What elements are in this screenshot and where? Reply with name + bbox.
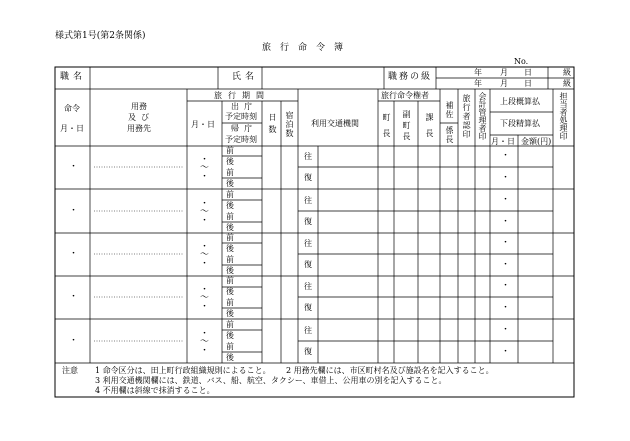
depart-after: 後 bbox=[226, 287, 234, 296]
order-date-dot: ・ bbox=[69, 162, 79, 172]
travel-tilde: 〜 bbox=[200, 337, 210, 347]
order-date-dot: ・ bbox=[69, 292, 79, 302]
travel-date-dot-1: ・ bbox=[200, 242, 210, 252]
order-date-dot: ・ bbox=[69, 336, 79, 346]
return-before: 前 bbox=[226, 255, 234, 264]
settle-date-dot: ・ bbox=[501, 260, 511, 270]
outbound-label: 往 bbox=[304, 196, 312, 205]
return-before: 前 bbox=[226, 168, 234, 177]
note-3: 3 利用交通機関欄には、鉄道、バス、船、航空、タクシー、車借上、公用車の別を記入すること。 bbox=[95, 376, 447, 385]
handler-seal-header: 担当者処理印 bbox=[559, 92, 568, 140]
travel-date-dot-2: ・ bbox=[200, 302, 210, 312]
travel-tilde: 〜 bbox=[200, 207, 210, 217]
year-1: 年 bbox=[474, 68, 482, 77]
inbound-label: 復 bbox=[304, 303, 312, 312]
travel-tilde: 〜 bbox=[200, 293, 210, 303]
grade-2: 級 bbox=[563, 79, 571, 88]
inbound-label: 復 bbox=[304, 347, 312, 356]
return-before: 前 bbox=[226, 298, 234, 307]
depart-before: 前 bbox=[226, 190, 234, 199]
travel-period-header: 旅行期間 bbox=[214, 91, 270, 100]
purpose-header-3: 用務先 bbox=[127, 124, 151, 133]
name-label: 氏名 bbox=[232, 72, 259, 82]
number-label: No. bbox=[514, 57, 529, 66]
form-number-label: 様式第1号(第2条関係) bbox=[55, 31, 146, 41]
travel-tilde: 〜 bbox=[200, 250, 210, 260]
page-title: 旅行命令簿 bbox=[262, 43, 353, 53]
outbound-label: 往 bbox=[304, 152, 312, 161]
outbound-label: 往 bbox=[304, 239, 312, 248]
accounting-seal-header: 会計管理者印 bbox=[478, 92, 487, 140]
depart-before: 前 bbox=[226, 320, 234, 329]
return-after: 後 bbox=[226, 309, 234, 318]
amount-header: 金額(円) bbox=[521, 137, 552, 146]
depart-before: 前 bbox=[226, 146, 234, 155]
depart-after: 後 bbox=[226, 157, 234, 166]
note-1: 1 命令区分は、田上町行政組織規則によること。 bbox=[95, 366, 271, 375]
section-chief-header: 課長 bbox=[425, 113, 434, 145]
purpose-header-2: 及 び bbox=[128, 113, 150, 122]
inbound-label: 復 bbox=[304, 217, 312, 226]
purpose-header-1: 用務 bbox=[131, 102, 147, 111]
travel-date-dot-1: ・ bbox=[200, 285, 210, 295]
return-after: 後 bbox=[226, 266, 234, 275]
month-1: 月 bbox=[500, 68, 508, 77]
grade-1: 級 bbox=[563, 68, 571, 77]
nights-header: 宿泊数 bbox=[285, 111, 294, 138]
travel-date-dot-2: ・ bbox=[200, 346, 210, 356]
travel-date-dot-2: ・ bbox=[200, 216, 210, 226]
return-before: 前 bbox=[226, 342, 234, 351]
return-after: 後 bbox=[226, 223, 234, 232]
authority-header: 旅行命令権者 bbox=[381, 91, 429, 100]
travel-date-dot-2: ・ bbox=[200, 259, 210, 269]
settle-date-dot: ・ bbox=[501, 347, 511, 357]
depart-after: 後 bbox=[226, 244, 234, 253]
day-2: 日 bbox=[524, 79, 532, 88]
grade-label: 職務の級 bbox=[388, 72, 433, 82]
return-after: 後 bbox=[226, 179, 234, 188]
outbound-label: 往 bbox=[304, 326, 312, 335]
return-before: 前 bbox=[226, 212, 234, 221]
depart-header: 出庁 bbox=[231, 102, 257, 111]
year-2: 年 bbox=[474, 79, 482, 88]
month-2: 月 bbox=[500, 79, 508, 88]
day-1: 日 bbox=[524, 68, 532, 77]
prepay-date-dot: ・ bbox=[501, 281, 511, 291]
inbound-label: 復 bbox=[304, 173, 312, 182]
travel-date-dot-2: ・ bbox=[200, 172, 210, 182]
prepay-date-dot: ・ bbox=[501, 238, 511, 248]
order-date-dot: ・ bbox=[69, 249, 79, 259]
depart-time-header: 予定時刻 bbox=[225, 112, 257, 121]
return-header: 帰庁 bbox=[231, 124, 257, 133]
order-header: 命令 bbox=[64, 104, 80, 113]
amount-date-header: 月・日 bbox=[491, 137, 515, 146]
note-4: 4 不用欄は斜線で抹消すること。 bbox=[95, 386, 215, 395]
traveler-seal-header: 旅行者認印 bbox=[462, 94, 471, 139]
return-after: 後 bbox=[226, 353, 234, 362]
deputy-mayor-header: 副町長 bbox=[402, 110, 411, 143]
order-date-dot: ・ bbox=[69, 206, 79, 216]
travel-date-dot-1: ・ bbox=[200, 155, 210, 165]
note-2: 2 用務先欄には、市区町村名及び施設名を記入すること。 bbox=[286, 366, 494, 375]
depart-before: 前 bbox=[226, 276, 234, 285]
travel-date-dot-1: ・ bbox=[200, 199, 210, 209]
mayor-header: 町長 bbox=[382, 113, 391, 145]
order-date-header: 月・日 bbox=[60, 124, 84, 133]
prepay-date-dot: ・ bbox=[501, 325, 511, 335]
depart-after: 後 bbox=[226, 331, 234, 340]
prepay-date-dot: ・ bbox=[501, 151, 511, 161]
travel-tilde: 〜 bbox=[200, 163, 210, 173]
notes-label: 注意 bbox=[62, 366, 78, 375]
settle-header: 下段精算払 bbox=[500, 119, 540, 128]
prepay-header: 上段概算払 bbox=[500, 97, 540, 106]
settle-date-dot: ・ bbox=[501, 303, 511, 313]
days-header: 日数 bbox=[268, 113, 277, 137]
depart-after: 後 bbox=[226, 201, 234, 210]
inbound-label: 復 bbox=[304, 260, 312, 269]
return-time-header: 予定時刻 bbox=[225, 135, 257, 144]
travel-date-dot-1: ・ bbox=[200, 329, 210, 339]
settle-date-dot: ・ bbox=[501, 217, 511, 227]
position-label: 職名 bbox=[60, 72, 87, 82]
subsection-chief-header: 係長 bbox=[445, 126, 454, 144]
travel-date-header: 月・日 bbox=[191, 120, 215, 129]
assistant-header: 補佐 bbox=[445, 101, 454, 119]
prepay-date-dot: ・ bbox=[501, 195, 511, 205]
outbound-label: 往 bbox=[304, 282, 312, 291]
settle-date-dot: ・ bbox=[501, 173, 511, 183]
transport-header: 利用交通機関 bbox=[311, 119, 359, 128]
depart-before: 前 bbox=[226, 233, 234, 242]
